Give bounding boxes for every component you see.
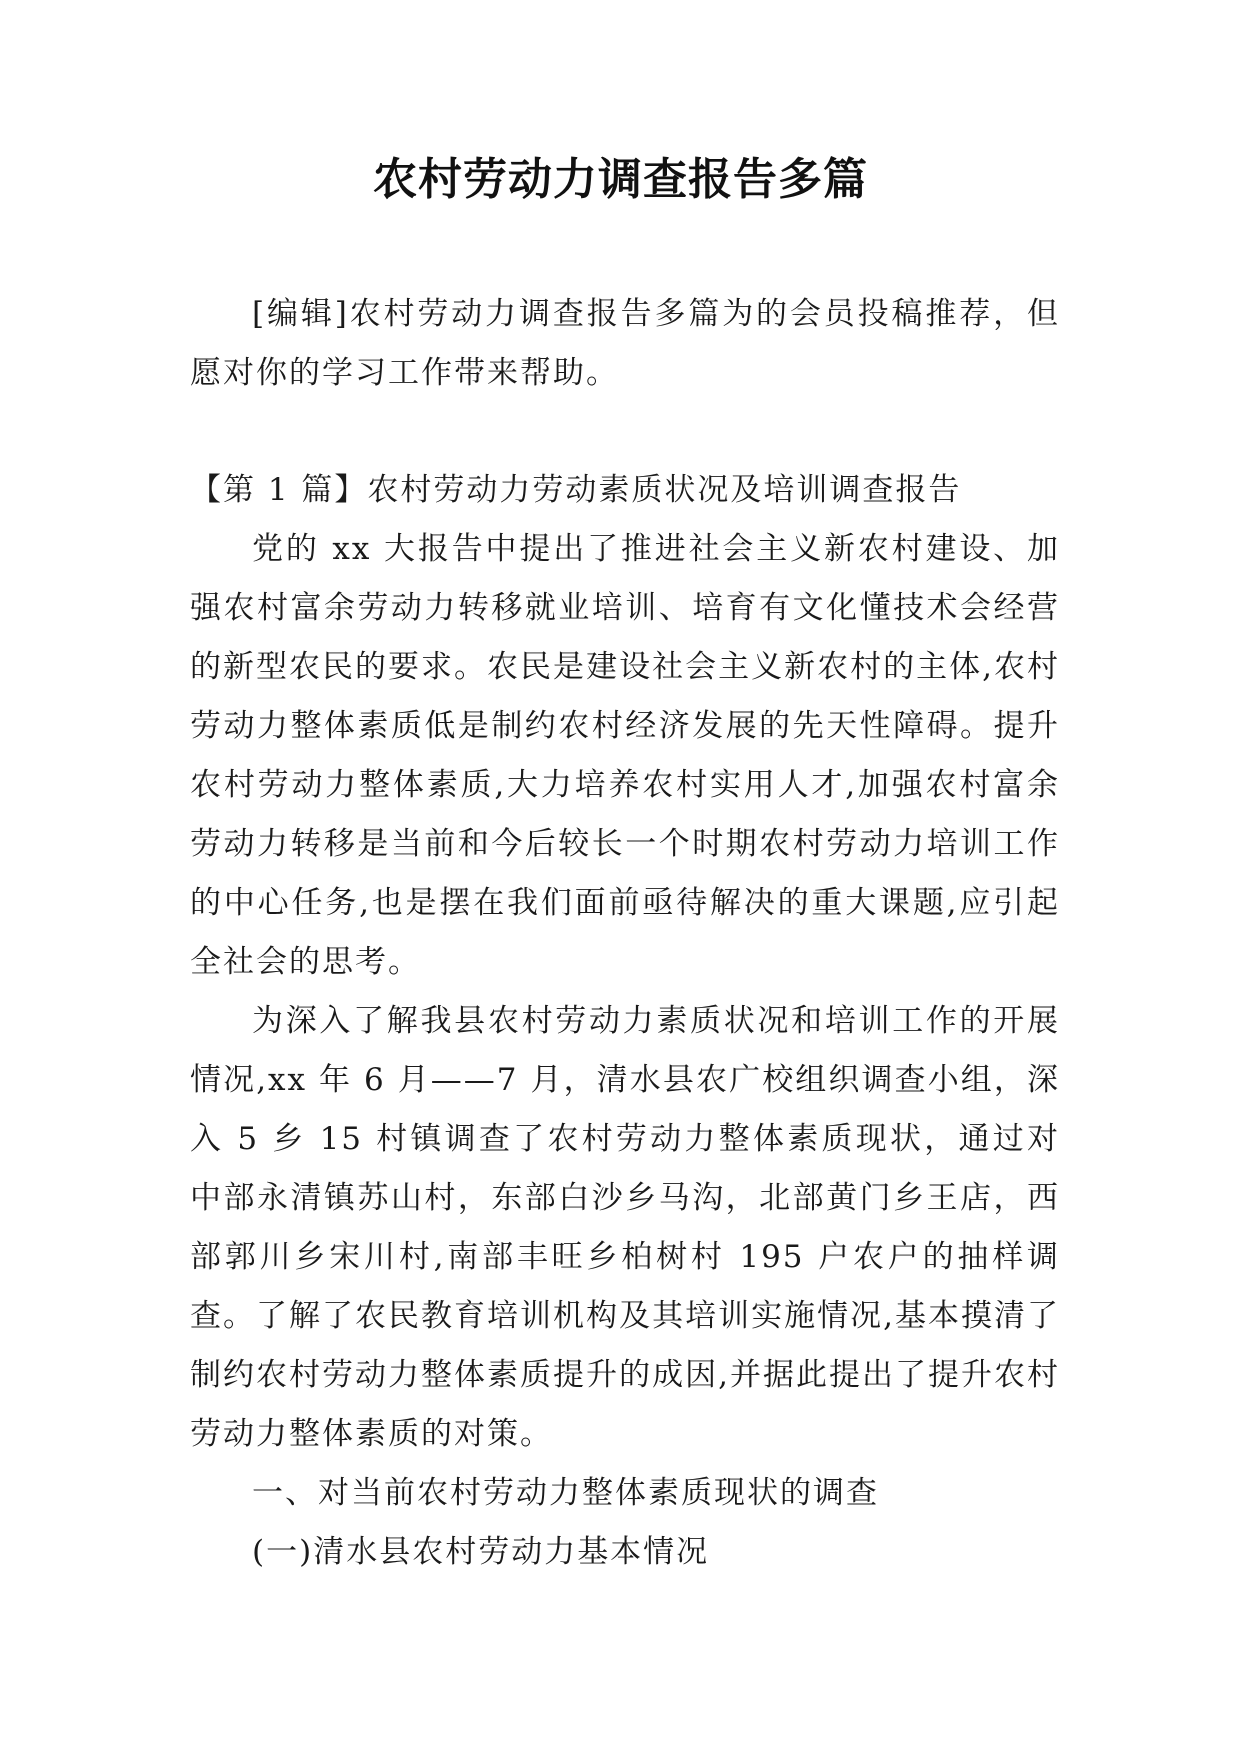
document-body (190, 285, 1060, 1582)
subsection-heading: (一)清水县农村劳动力基本情况 (252, 1534, 710, 1570)
document-title: 农村劳动力调查报告多篇 (373, 154, 868, 205)
spacer (190, 403, 1060, 461)
subsection-heading: 一、对当前农村劳动力整体素质现状的调查 (252, 1475, 879, 1511)
body-paragraph: 为深入了解我县农村劳动力素质状况和培训工作的开展情况,xx 年 6 月——7 月，清水县农广校组织调查小组，深入 5 乡 15 村镇调查了农村劳动力整体素质现状，通过对中部永清镇苏山村，东部白沙乡马沟，北部黄门乡王店，西部郭川乡宋川村,南部丰旺乡柏树村 195 户农户的抽样调查。了解了农民教育培训机构及其培训实施情况,基本摸清了制约农村劳动力整体素质提升的成因,并据此提出了提升农村劳动力整体素质的对策。 (190, 1003, 1060, 1452)
body-paragraph: 党的 xx 大报告中提出了推进社会主义新农村建设、加强农村富余劳动力转移就业培训、培育有文化懂技术会经营的新型农民的要求。农民是建设社会主义新农村的主体,农村劳动力整体素质低是制约农村经济发展的先天性障碍。提升农村劳动力整体素质,大力培养农村实用人才,加强农村富余劳动力转移是当前和今后较长一个时期农村劳动力培训工作的中心任务,也是摆在我们面前亟待解决的重大课题,应引起全社会的思考。 (190, 531, 1060, 980)
section-heading: 【第 1 篇】农村劳动力劳动素质状况及培训调查报告 (190, 472, 962, 508)
intro-paragraph: [编辑]农村劳动力调查报告多篇为的会员投稿推荐，但愿对你的学习工作带来帮助。 (190, 296, 1060, 391)
